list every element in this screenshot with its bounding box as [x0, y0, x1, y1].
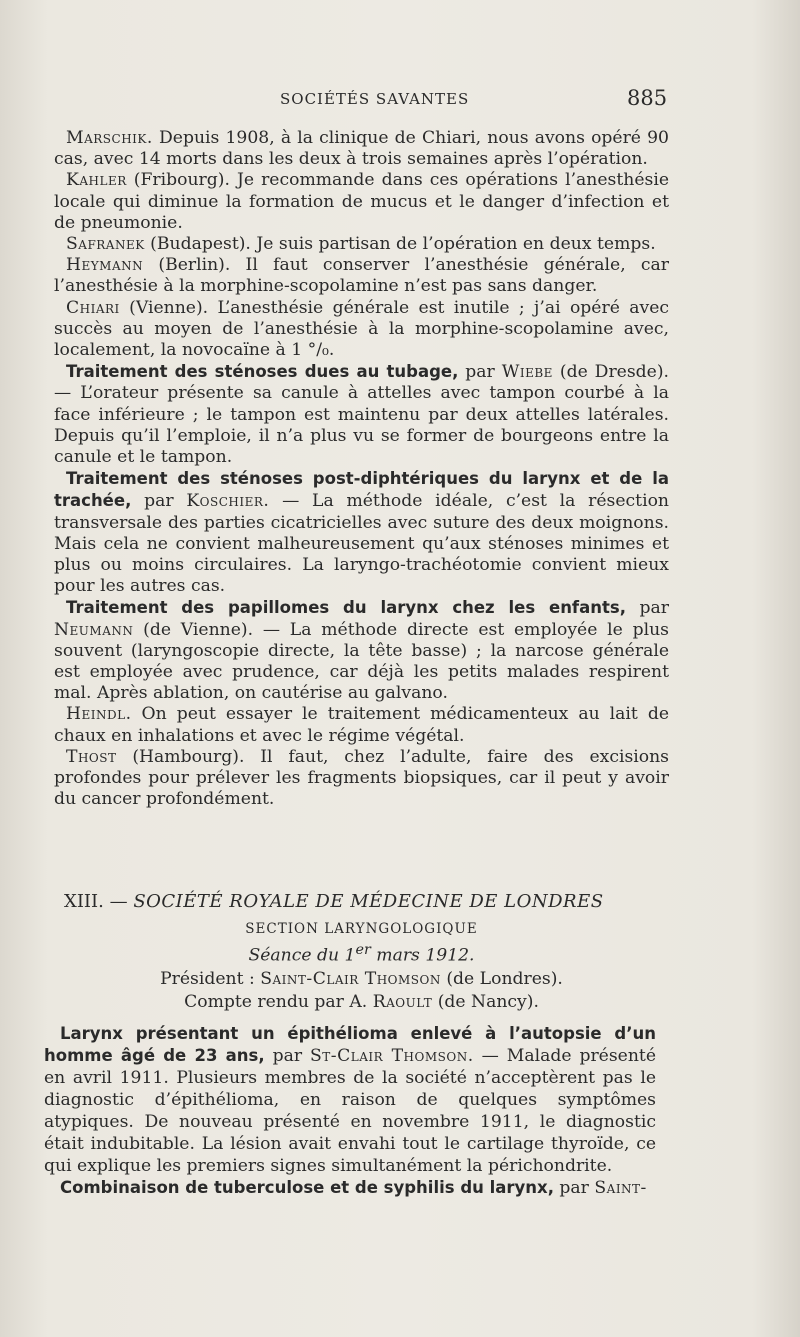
- speaker-name: Chiari: [66, 297, 120, 318]
- paragraph-kahler: [54, 170, 669, 234]
- paragraph-text: (Vienne). L’anesthésie générale est inutile ; j’ai opéré avec succès au moyen de l’anesthésie à la morphine-scopolamine avec, localement, la novocaïne à 1 °/₀.: [54, 297, 669, 361]
- paragraph-koschier: [54, 468, 669, 597]
- by-word: par: [458, 362, 502, 383]
- topic-title: Traitement des papillomes du larynx chez les enfants,: [66, 598, 626, 618]
- paragraph-heindl: [54, 704, 669, 746]
- topic-title: Traitement des sténoses post-diphtériques du larynx et de la trachée,: [54, 469, 669, 511]
- paragraph-text: (Fribourg). Je recommande dans ces opérations l’anesthésie locale qui diminue la formation de mucus et le danger d’infection et de pneumonie.: [54, 170, 669, 233]
- speaker-name: Heymann: [66, 255, 144, 276]
- by-word: par: [131, 491, 187, 512]
- paragraph-larynx-epithelioma: [44, 1023, 656, 1177]
- body-text-lower: [44, 1023, 656, 1199]
- author-name: Koschier.: [186, 491, 270, 512]
- section-number: XIII. —: [64, 891, 134, 912]
- author-name: St-Clair Thomson.: [310, 1046, 474, 1066]
- paragraph-text: — La méthode idéale, c’est la résection transversale des parties cicatricielles avec suture des deux moignons. Mais cela ne convient malheureusement qu’aux sténoses minimes et plus ou moins circulaires. La laryngo-trachéotomie convient mieux pour les autres cas.: [54, 491, 669, 597]
- section-title: SOCIÉTÉ ROYALE DE MÉDECINE DE LONDRES: [133, 891, 604, 912]
- paragraph-text: (Hambourg). Il faut, chez l’adulte, faire des excisions profondes pour prélever les fragments biopsiques, car il peut y avoir du cancer profondément.: [54, 746, 669, 810]
- body-text-upper: [54, 128, 669, 811]
- speaker-name: Thost: [66, 746, 117, 767]
- paragraph-marschik: [54, 128, 669, 170]
- president-line: Président : Saint-Clair Thomson (de Londres).: [160, 968, 563, 989]
- paragraph-text: (Budapest). Je suis partisan de l’opération en deux temps.: [144, 234, 656, 255]
- paragraph-wiebe: [54, 361, 669, 468]
- section-header: [54, 890, 669, 1014]
- running-title: SOCIÉTÉS SAVANTES: [280, 90, 470, 108]
- paragraph-text: (Berlin). Il faut conserver l’anesthésie générale, car l’anesthésie à la morphine-scopolamine n’est pas sans danger.: [54, 255, 669, 297]
- report-line: Compte rendu par A. Raoult (de Nancy).: [184, 991, 539, 1012]
- speaker-name: Marschik.: [66, 128, 153, 148]
- paragraph-safranek: [54, 234, 669, 255]
- paragraph-tuberculose-syphilis: [44, 1177, 656, 1199]
- section-heading: [64, 890, 669, 913]
- paragraph-text: (de Dresde). — L’orateur présente sa canule à attelles avec tampon courbé à la face inférieure ; le tampon est maintenu par deux attelles latérales. Depuis qu’il l’emploie, il n’a plus vu se former de bourgeons entre la canule et le tampon.: [54, 362, 669, 468]
- topic-title: Traitement des sténoses dues au tubage,: [66, 362, 459, 382]
- session-date: Séance du 1er mars 1912.: [248, 942, 475, 966]
- topic-title: Combinaison de tuberculose et de syphilis du larynx,: [60, 1178, 554, 1197]
- paragraph-text: Depuis 1908, à la clinique de Chiari, nous avons opéré 90 cas, avec 14 morts dans les deux à trois semaines après l’opération.: [54, 128, 669, 170]
- paragraph-text: On peut essayer le traitement médicamenteux au lait de chaux en inhalations et avec le régime végétal.: [54, 704, 669, 746]
- subsection-title: SECTION LARYNGOLOGIQUE: [245, 921, 478, 937]
- author-name: Saint-: [594, 1178, 647, 1198]
- speaker-name: Safranek: [66, 234, 145, 255]
- paragraph-neumann: [54, 597, 669, 704]
- page-number: 885: [627, 86, 668, 110]
- by-word: par: [625, 598, 670, 619]
- paragraph-heymann: [54, 255, 669, 297]
- speaker-name: Heindl.: [66, 704, 132, 725]
- paragraph-chiari: [54, 298, 669, 362]
- by-word: par: [264, 1046, 310, 1066]
- page-header: [0, 86, 800, 116]
- topic-title: Larynx présentant un épithélioma enlevé à l’autopsie d’un homme âgé de 23 ans,: [44, 1024, 656, 1065]
- paragraph-text: — Malade présenté en avril 1911. Plusieurs membres de la société n’acceptèrent pas le diagnostic d’épithélioma, en raison de quelques symptômes atypiques. De nouveau présenté en novembre 1911, le diagnostic était indubitable. La lésion avait envahi tout le cartilage thyroïde, ce qui explique les premiers signes simultanément la périchondrite.: [44, 1046, 656, 1176]
- by-word: par: [553, 1178, 595, 1198]
- author-name: Neumann: [54, 619, 134, 640]
- speaker-name: Kahler: [66, 170, 127, 191]
- author-name: Wiebe: [501, 362, 553, 383]
- paragraph-thost: [54, 747, 669, 811]
- paragraph-text: (de Vienne). — La méthode directe est employée le plus souvent (laryngoscopie directe, la tête basse) ; la narcose générale est employée avec prudence, car déjà les petits malades respirent mal. Après ablation, on cautérise au galvano.: [54, 619, 669, 704]
